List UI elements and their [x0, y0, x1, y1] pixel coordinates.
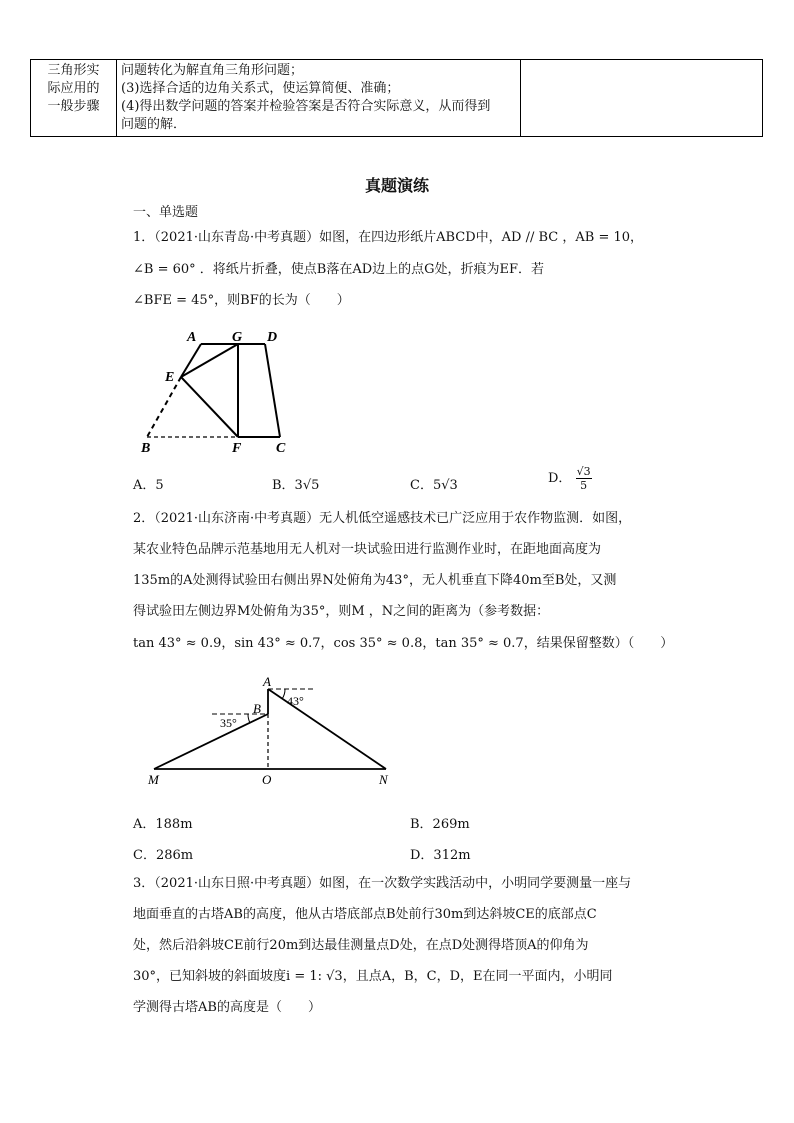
q1-option-d[interactable] — [548, 465, 592, 492]
q1-option-c[interactable]: C．5√3 — [410, 478, 458, 493]
q1-fig-label-c: C — [276, 441, 286, 455]
q2-fig-angle-35: 35° — [220, 716, 237, 730]
q2-option-c[interactable]: C．286m — [133, 848, 194, 863]
q1-option-a[interactable]: A．5 — [133, 478, 164, 493]
q1-line: ∠BFE = 45°，则BF的长为（ ） — [133, 293, 350, 308]
q2-line: 135m的A处测得试验田右侧出界N处俯角为43°，无人机垂直下降40m至B处，又测 — [133, 573, 617, 588]
q2-fig-label-o: O — [262, 772, 272, 787]
steps-content-line: 问题的解． — [121, 117, 187, 132]
q1-option-d-numerator: √3 — [576, 465, 591, 478]
q3-line: 学测得古塔AB的高度是（ ） — [133, 1000, 321, 1015]
steps-label-line: 一般步骤 — [47, 99, 100, 114]
q2-fig-label-a: A — [263, 674, 271, 689]
q2-option-d[interactable]: D．312m — [410, 848, 471, 863]
q3-line: 处，然后沿斜坡CE前行20m到达最佳测量点D处，在点D处测得塔顶A的仰角为 — [133, 938, 589, 953]
q1-fig-label-f: F — [232, 441, 242, 455]
steps-table-empty-cell — [521, 60, 763, 137]
q1-option-d-prefix: D． — [548, 471, 572, 486]
q2-fig-label-n: N — [379, 772, 388, 787]
q1-option-b[interactable]: B．3√5 — [272, 478, 320, 493]
q2-option-a[interactable]: A．188m — [133, 817, 193, 832]
q2-line: 某农业特色品牌示范基地用无人机对一块试验田进行监测作业时，在距地面高度为 — [133, 542, 602, 557]
q2-line: 得试验田左侧边界M处俯角为35°，则M ，N之间的距离为（参考数据： — [133, 604, 550, 619]
steps-label-line: 三角形实 — [47, 63, 100, 78]
q1-fig-label-d: D — [267, 330, 278, 345]
q3-line: 3．（2021·山东日照·中考真题）如图，在一次数学实践活动中，小明同学要测量一座与 — [133, 876, 632, 891]
q1-line: 1．（2021·山东青岛·中考真题）如图，在四边形纸片ABCD中，AD // BC ，AB = 10， — [133, 230, 644, 245]
q2-fig-label-b: B — [253, 701, 261, 716]
q1-line: ∠B = 60° ．将纸片折叠，使点B落在AD边上的点G处，折痕为EF．若 — [133, 262, 545, 277]
q1-option-d-fraction — [576, 465, 592, 492]
subsection-heading: 一、单选题 — [133, 205, 199, 220]
q2-figure — [140, 673, 400, 793]
steps-content-line: (3)选择合适的边角关系式，使运算简便、准确； — [121, 81, 400, 96]
q3-line: 30°，已知斜坡的斜面坡度i = 1: √3，且点A，B，C，D，E在同一平面内，小明同 — [133, 969, 613, 984]
steps-content-line: 问题转化为解直角三角形问题； — [121, 63, 304, 78]
steps-table-label-cell — [31, 60, 117, 137]
q1-figure — [135, 325, 305, 455]
q1-option-d-denominator: 5 — [580, 479, 588, 492]
q2-line: 2．（2021·山东济南·中考真题）无人机低空遥感技术已广泛应用于农作物监测．如图， — [133, 511, 632, 526]
q2-fig-angle-43: 43° — [287, 694, 304, 708]
q1-fig-label-g: G — [232, 330, 243, 345]
steps-content-line: (4)得出数学问题的答案并检验答案是否符合实际意义，从而得到 — [121, 99, 491, 114]
steps-table-content-cell — [117, 60, 521, 137]
q2-line: tan 43° ≈ 0.9，sin 43° ≈ 0.7，cos 35° ≈ 0.8，tan 35° ≈ 0.7，结果保留整数）（ ） — [133, 636, 674, 651]
steps-label-line: 际应用的 — [47, 81, 100, 96]
q3-line: 地面垂直的古塔AB的高度，他从古塔底部点B处前行30m到达斜坡CE的底部点C — [133, 907, 597, 922]
section-title: 真题演练 — [364, 176, 429, 195]
steps-table — [30, 59, 763, 137]
q2-option-b[interactable]: B．269m — [410, 817, 470, 832]
q1-fig-label-e: E — [165, 370, 175, 385]
q1-fig-label-a: A — [187, 330, 197, 345]
q2-fig-label-m: M — [148, 772, 159, 787]
q1-fig-label-b: B — [141, 441, 151, 455]
